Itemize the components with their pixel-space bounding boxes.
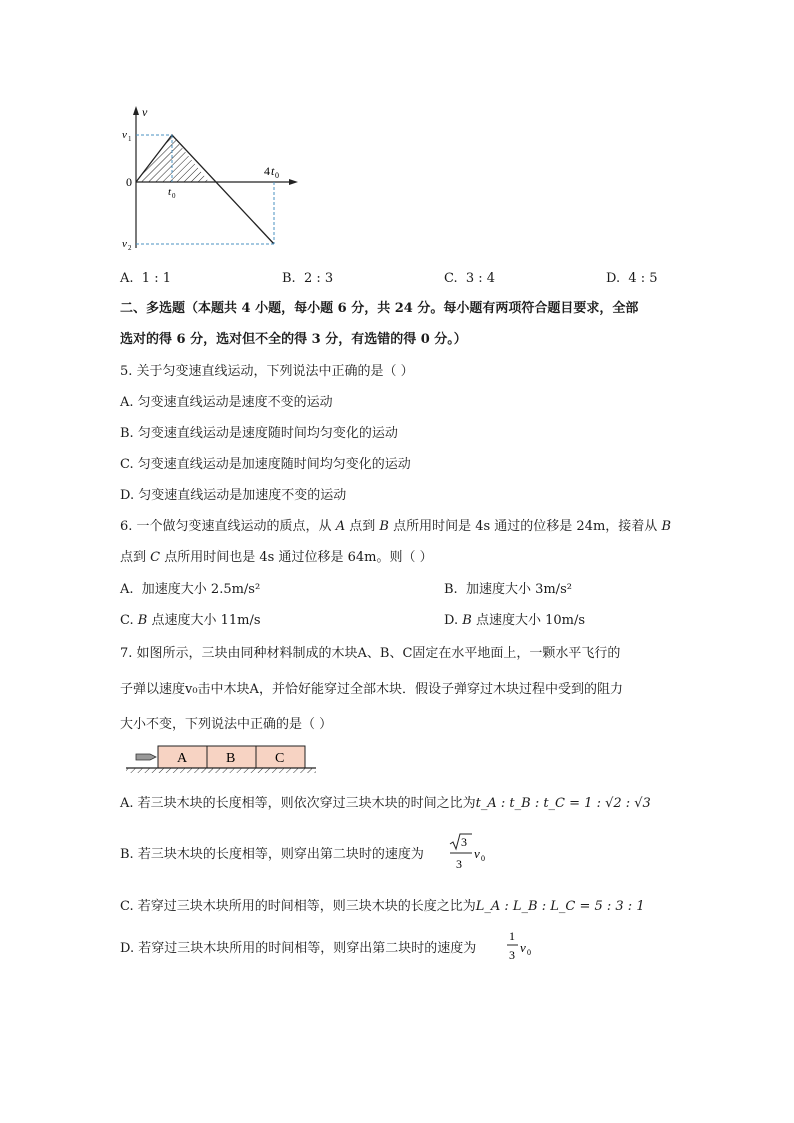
q6-option-b-text: 加速度大小 3m/s² [465, 582, 572, 597]
q7-option-d-formula [506, 928, 536, 968]
q4-option-d-text: 4 : 5 [628, 271, 658, 286]
q6-point-c: C [150, 550, 161, 565]
q7-option-b[interactable] [120, 846, 424, 864]
q6-stem-line1 [120, 518, 671, 536]
q7-option-c-formula: L_A : L_B : L_C = 5 : 3 : 1 [475, 899, 645, 914]
t-axis-arrow [289, 179, 298, 185]
4t0-t: t [271, 164, 275, 178]
svg-text:1: 1 [509, 929, 515, 943]
4t0-sub: 0 [275, 171, 279, 180]
v1-sub: 1 [128, 135, 132, 143]
q4-option-c[interactable] [444, 270, 495, 288]
v1-label: v [122, 129, 127, 141]
q6-option-b-letter: B. [444, 582, 458, 597]
q4-option-b[interactable] [282, 270, 333, 288]
svg-text:v: v [474, 846, 480, 861]
v2-label: v [122, 238, 127, 250]
q6-option-c-letter: C. [120, 613, 134, 628]
v-axis-arrow [133, 106, 139, 115]
q7-stem-line3: 大小不变，下列说法中正确的是（ ） [120, 717, 333, 732]
section2-heading-line2: 选对的得 6 分，选对但不全的得 3 分，有选错的得 0 分。） [120, 332, 467, 347]
blocks-figure [126, 742, 322, 778]
q6-stem1-a: 6. 一个做匀变速直线运动的质点，从 [120, 519, 332, 534]
q6-option-c-point: B [137, 613, 148, 628]
block-b-label: B [226, 751, 236, 766]
q6-point-b: B [379, 519, 389, 534]
q6-option-b[interactable] [444, 581, 572, 599]
v2-sub: 2 [128, 244, 132, 252]
q6-point-b2: B [661, 519, 671, 534]
q6-option-d-text: 点速度大小 10m/s [475, 613, 585, 628]
ground-hatch [126, 768, 316, 773]
4t0-num: 4 [264, 164, 270, 178]
q6-stem2-rest: 点所用时间也是 4s 通过位移是 64m。则（ ） [164, 550, 433, 565]
t0-sub: 0 [172, 192, 176, 200]
origin-label: 0 [126, 175, 132, 189]
q4-option-c-text: 3 : 4 [465, 271, 496, 286]
velocity-line [136, 135, 274, 244]
svg-text:v: v [520, 940, 526, 955]
q7-option-a[interactable] [120, 795, 651, 813]
q7-option-d-text: D. 若穿过三块木块所用的时间相等，则穿出第二块时的速度为 [120, 941, 477, 956]
q6-stem1-c: 点所用时间是 4s 通过的位移是 24m，接着从 [393, 519, 658, 534]
q6-option-c-text: 点速度大小 11m/s [151, 613, 261, 628]
q7-option-a-formula: t_A : t_B : t_C = 1 : √2 : √3 [475, 796, 651, 811]
q7-option-c[interactable] [120, 898, 645, 916]
q4-option-a-text: 1 : 1 [141, 271, 171, 286]
svg-text:0: 0 [527, 948, 531, 957]
q6-option-d[interactable] [444, 612, 585, 630]
section2-heading-line1: 二、多选题（本题共 4 小题，每小题 6 分，共 24 分。每小题有两项符合题目要求，全部 [120, 301, 639, 316]
q4-option-b-text: 2 : 3 [303, 271, 334, 286]
q4-option-d-letter: D. [606, 271, 621, 286]
q6-option-d-point: B [462, 613, 472, 628]
q6-point-a: A [335, 519, 346, 534]
q6-option-c[interactable] [120, 612, 261, 630]
q4-option-d[interactable] [606, 270, 658, 288]
q6-stem2-pre: 点到 [120, 550, 147, 565]
q7-option-a-text: A. 若三块木块的长度相等，则依次穿过三块木块的时间之比为 [120, 796, 476, 811]
q6-option-a-letter: A. [120, 582, 134, 597]
q4-option-b-letter: B. [282, 271, 296, 286]
block-c-label: C [275, 751, 285, 766]
q5-option-b[interactable]: B. 匀变速直线运动是速度随时间均匀变化的运动 [120, 426, 398, 441]
q6-stem-line2 [120, 549, 433, 567]
q5-option-d[interactable]: D. 匀变速直线运动是加速度不变的运动 [120, 488, 347, 503]
q7-option-c-text: C. 若穿过三块木块所用的时间相等，则三块木块的长度之比为 [120, 899, 476, 914]
q5-option-a[interactable]: A. 匀变速直线运动是速度不变的运动 [120, 395, 333, 410]
q6-option-d-letter: D. [444, 613, 459, 628]
q5-stem: 5. 关于匀变速直线运动，下列说法中正确的是（ ） [120, 364, 414, 379]
svg-text:3: 3 [509, 948, 515, 962]
vt-graph [110, 100, 310, 255]
q5-option-c[interactable]: C. 匀变速直线运动是加速度随时间均匀变化的运动 [120, 457, 411, 472]
svg-text:0: 0 [481, 854, 485, 863]
block-a-label: A [177, 751, 188, 766]
q4-option-c-letter: C. [444, 271, 458, 286]
axis-v-label: v [142, 105, 148, 119]
q7-stem-line2: 子弹以速度v₀击中木块A，并恰好能穿过全部木块．假设子弹穿过木块过程中受到的阻力 [120, 682, 623, 697]
q7-option-b-text: B. 若三块木块的长度相等，则穿出第二块时的速度为 [120, 847, 424, 862]
t0-label: t [168, 186, 172, 198]
svg-text:3: 3 [461, 835, 467, 849]
q6-stem1-b: 点到 [349, 519, 376, 534]
q7-stem-line1: 7. 如图所示，三块由同种材料制成的木块A、B、C固定在水平地面上，一颗水平飞行的 [120, 646, 621, 661]
q7-option-b-formula [448, 832, 494, 874]
q6-option-a[interactable] [120, 581, 260, 599]
q4-option-a[interactable] [120, 270, 171, 288]
q4-option-a-letter: A. [120, 271, 134, 286]
bullet [136, 754, 156, 760]
q7-option-d[interactable] [120, 940, 476, 958]
svg-text:3: 3 [456, 857, 462, 871]
q6-option-a-text: 加速度大小 2.5m/s² [141, 582, 261, 597]
